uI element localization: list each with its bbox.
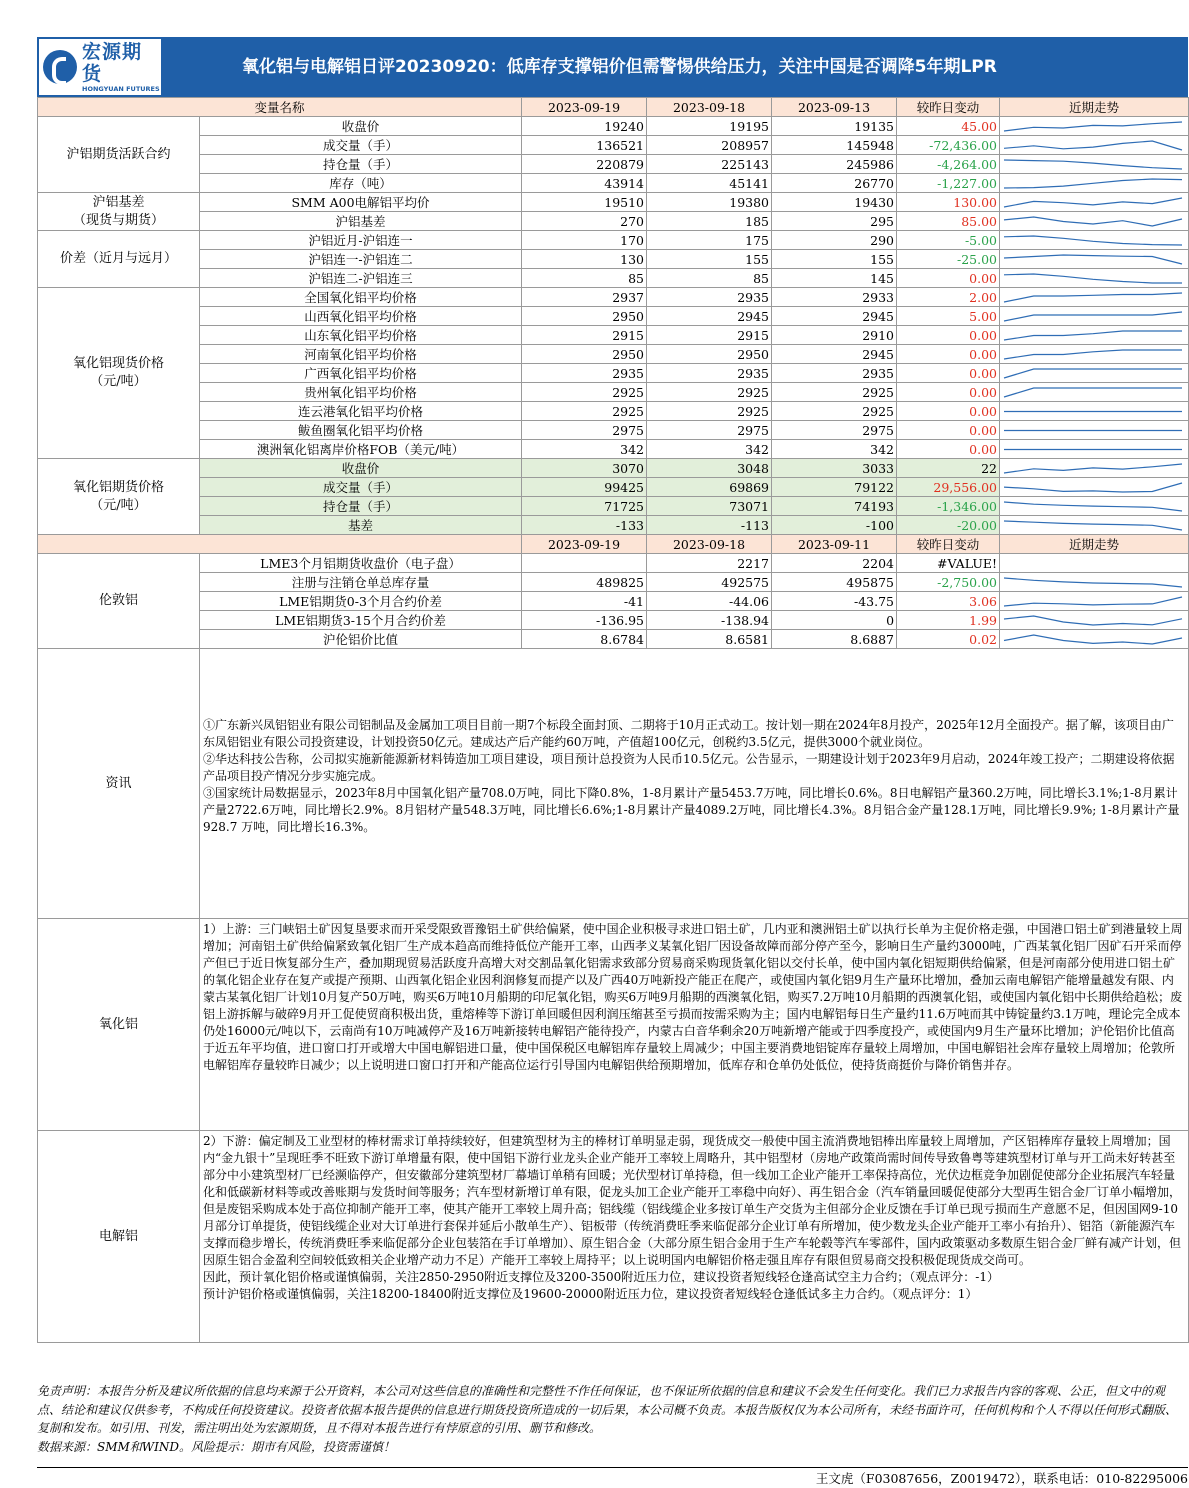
table-row (38, 212, 1189, 231)
table-row (38, 478, 1189, 497)
change-cell: 0.00 (897, 326, 1000, 345)
report-header (37, 37, 1188, 97)
sparkline (1000, 327, 1186, 344)
variable-name: 库存（吨） (200, 174, 522, 193)
change-cell: 5.00 (897, 307, 1000, 326)
header-date: 2023-09-19 (522, 98, 647, 117)
table-header-row (38, 98, 1189, 117)
value-cell: 2945 (647, 307, 772, 326)
value-cell: 3070 (522, 459, 647, 478)
sparkline (1000, 137, 1186, 154)
sparkline (1000, 232, 1186, 249)
value-cell: 136521 (522, 136, 647, 155)
value-cell: 130 (522, 250, 647, 269)
header-change: 较昨日变动 (897, 535, 1000, 554)
value-cell: -41 (522, 592, 647, 611)
change-cell: 0.00 (897, 402, 1000, 421)
trend-cell (1000, 478, 1189, 497)
value-cell: 2935 (647, 364, 772, 383)
data-table (37, 97, 1189, 1343)
table-row (38, 288, 1189, 307)
sparkline-path (1004, 236, 1182, 245)
value-cell: 19380 (647, 193, 772, 212)
value-cell: 2925 (647, 383, 772, 402)
aluminium-row (38, 1131, 1189, 1343)
header-date: 2023-09-19 (522, 535, 647, 554)
news-paragraph: ③国家统计局数据显示，2023年8月中国氧化铝产量708.0万吨，同比下降0.8%，1-8月累计产量5453.7万吨，同比增长0.6%。8日电解铝产量360.2万吨，同比增长3.1%;1-8月累计产量2722.6万吨，同比增长2.9%。8月铝材产量548.3万吨，同比增长6.6%;1-8月累计产量4089.2万吨，同比增长4.3%。8月铝合金产量128.1万吨，同比增长9.9%; 1-8月累计产量928.7 万吨，同比增长16.3%。 (203, 786, 1180, 834)
company-logo (39, 39, 161, 95)
header-var-name: 变量名称 (38, 98, 522, 117)
value-cell: 170 (522, 231, 647, 250)
aluminium-conclusion: 预计沪铝价格或谨慎偏弱，关注18200-18400附近支撑位及19600-20000附近压力位，建议投资者短线轻仓逢低试多主力合约。（观点评分：1） (203, 1287, 978, 1301)
trend-cell (1000, 611, 1189, 630)
aluminium-category: 电解铝 (38, 1131, 200, 1343)
report-page (37, 37, 1188, 1486)
value-cell: 2975 (522, 421, 647, 440)
table-row (38, 326, 1189, 345)
change-cell: 130.00 (897, 193, 1000, 212)
value-cell: 495875 (772, 573, 897, 592)
value-cell: 245986 (772, 155, 897, 174)
disclaimer-line: 免责声明：本报告分析及建议所依据的信息均来源于公开资料，本公司对这些信息的准确性和完整性不作任何保证，也不保证所依据的信息和建议不会发生任何变化。我们已力求报告内容的客观、公正，但文中的观点、结论和建议仅供参考，不构成任何投资建议。投资者依据本报告提供的信息进行期货投资所造成的一切后果，本公司概不负责。本报告版权仅为本公司所有，未经书面许可，任何机构和个人不得以任何形式翻版、复制和发布。如引用、刊发，需注明出处为宏源期货，且不得对本报告进行有悖原意的引用、删节和修改。 (37, 1384, 1178, 1435)
change-cell: -2,750.00 (897, 573, 1000, 592)
variable-name: 持仓量（手） (200, 155, 522, 174)
table-row (38, 364, 1189, 383)
variable-name: 广西氧化铝平均价格 (200, 364, 522, 383)
sparkline-path (1004, 255, 1182, 264)
category-cell: 伦敦铝 (38, 554, 200, 649)
table-row (38, 174, 1189, 193)
variable-name: 贵州氧化铝平均价格 (200, 383, 522, 402)
report-title: 氧化铝与电解铝日评20230920：低库存支撑铝价但需警惕供给压力，关注中国是否调降5年期LPR (242, 57, 997, 77)
disclaimer-line: 数据来源：SMM和WIND。风险提示：期市有风险，投资需谨慎！ (37, 1439, 395, 1454)
trend-cell (1000, 402, 1189, 421)
header-date: 2023-09-18 (647, 535, 772, 554)
value-cell: 220879 (522, 155, 647, 174)
change-cell: -72,436.00 (897, 136, 1000, 155)
sparkline-path (1004, 122, 1182, 131)
value-cell: 99425 (522, 478, 647, 497)
table-row (38, 459, 1189, 478)
value-cell: 2950 (522, 307, 647, 326)
sparkline-path (1004, 217, 1182, 226)
news-category: 资讯 (38, 649, 200, 919)
value-cell: 2915 (647, 326, 772, 345)
sparkline (1000, 517, 1186, 534)
sparkline-path (1004, 312, 1182, 321)
sparkline (1000, 593, 1186, 610)
variable-name: 全国氧化铝平均价格 (200, 288, 522, 307)
value-cell: 0 (772, 611, 897, 630)
value-cell (522, 554, 647, 573)
variable-name: 持仓量（手） (200, 497, 522, 516)
variable-name: 山东氧化铝平均价格 (200, 326, 522, 345)
trend-cell (1000, 307, 1189, 326)
sparkline (1000, 612, 1186, 629)
value-cell: 19195 (647, 117, 772, 136)
sparkline-path (1004, 198, 1182, 207)
disclaimer (37, 1382, 1188, 1456)
value-cell: 69869 (647, 478, 772, 497)
trend-cell (1000, 212, 1189, 231)
sparkline (1000, 384, 1186, 401)
sparkline-path (1004, 616, 1182, 625)
sparkline (1000, 251, 1186, 268)
alumina-conclusion: 因此，预计氧化铝价格或谨慎偏弱，关注2850-2950附近支撑位及3200-3500附近压力位，建议投资者短线轻仓逢高试空主力合约；（观点评分：-1） (203, 1270, 999, 1284)
value-cell: 45141 (647, 174, 772, 193)
trend-cell (1000, 592, 1189, 611)
value-cell: 85 (522, 269, 647, 288)
value-cell: 8.6887 (772, 630, 897, 649)
value-cell: 3033 (772, 459, 897, 478)
sparkline-path (1004, 502, 1182, 511)
trend-cell (1000, 630, 1189, 649)
sparkline-path (1004, 331, 1182, 340)
value-cell: 342 (647, 440, 772, 459)
variable-name: SMM A00电解铝平均价 (200, 193, 522, 212)
value-cell: 2925 (772, 402, 897, 421)
variable-name: 连云港氧化铝平均价格 (200, 402, 522, 421)
sparkline (1000, 555, 1186, 572)
author-text: 王文虎（F03087656，Z0019472），联系电话：010-82295006 (815, 1471, 1188, 1486)
change-cell: 0.02 (897, 630, 1000, 649)
variable-name: 沪铝近月-沪铝连一 (200, 231, 522, 250)
value-cell: 489825 (522, 573, 647, 592)
change-cell: 0.00 (897, 421, 1000, 440)
variable-name: 成交量（手） (200, 136, 522, 155)
value-cell: 73071 (647, 497, 772, 516)
sparkline (1000, 118, 1186, 135)
sparkline-path (1004, 635, 1182, 644)
trend-cell (1000, 516, 1189, 535)
trend-cell (1000, 421, 1189, 440)
sparkline-path (1004, 179, 1182, 188)
trend-cell (1000, 459, 1189, 478)
variable-name: 基差 (200, 516, 522, 535)
category-cell: 沪铝期货活跃合约 (38, 117, 200, 193)
value-cell: 2915 (522, 326, 647, 345)
logo-mark-icon (43, 50, 77, 84)
value-cell: 19240 (522, 117, 647, 136)
sparkline-path (1004, 141, 1182, 150)
sparkline-path (1004, 388, 1182, 397)
value-cell: 2933 (772, 288, 897, 307)
value-cell: -136.95 (522, 611, 647, 630)
header-blank (38, 535, 522, 554)
variable-name: 河南氧化铝平均价格 (200, 345, 522, 364)
value-cell: 19430 (772, 193, 897, 212)
news-paragraph: ①广东新兴凤铝铝业有限公司铝制品及金属加工项目目前一期7个标段全面封顶、二期将于10月正式动工。按计划一期在2024年8月投产，2025年12月全面投产。据了解，该项目由广东凤铝铝业有限公司投资建设，计划投资50亿元。建成达产后产能约60万吨，产值超100亿元，创税约3.5亿元，提供3000个就业岗位。 (203, 718, 1174, 749)
change-cell: -25.00 (897, 250, 1000, 269)
sparkline-path (1004, 293, 1182, 302)
category-cell: 氧化铝现货价格 （元/吨） (38, 288, 200, 459)
change-cell: 2.00 (897, 288, 1000, 307)
variable-name: 鲅鱼圈氧化铝平均价格 (200, 421, 522, 440)
sparkline (1000, 194, 1186, 211)
value-cell: 145948 (772, 136, 897, 155)
value-cell: 2945 (772, 345, 897, 364)
header-change: 较昨日变动 (897, 98, 1000, 117)
value-cell: -100 (772, 516, 897, 535)
variable-name: 收盘价 (200, 117, 522, 136)
alumina-category: 氧化铝 (38, 919, 200, 1131)
trend-cell (1000, 573, 1189, 592)
sparkline-path (1004, 369, 1182, 378)
news-content (200, 649, 1189, 919)
news-row (38, 649, 1189, 919)
sparkline-path (1004, 160, 1182, 169)
value-cell: 185 (647, 212, 772, 231)
sparkline (1000, 289, 1186, 306)
value-cell: 3048 (647, 459, 772, 478)
value-cell: 85 (647, 269, 772, 288)
value-cell: 2975 (647, 421, 772, 440)
variable-name: 沪铝基差 (200, 212, 522, 231)
value-cell: 225143 (647, 155, 772, 174)
sparkline-path (1004, 578, 1182, 587)
logo-en-text: HONGYUAN FUTURES (82, 84, 160, 93)
sparkline (1000, 479, 1186, 496)
table-row (38, 383, 1189, 402)
sparkline-path (1004, 597, 1182, 606)
sparkline (1000, 460, 1186, 477)
table-row (38, 402, 1189, 421)
table-row (38, 630, 1189, 649)
table-row (38, 193, 1189, 212)
table-row (38, 136, 1189, 155)
sparkline (1000, 441, 1186, 458)
variable-name: 成交量（手） (200, 478, 522, 497)
change-cell: 3.06 (897, 592, 1000, 611)
value-cell: 155 (772, 250, 897, 269)
variable-name: 沪铝连一-沪铝连二 (200, 250, 522, 269)
value-cell: 290 (772, 231, 897, 250)
sparkline (1000, 631, 1186, 648)
variable-name: LME铝期货0-3个月合约价差 (200, 592, 522, 611)
value-cell: 2935 (772, 364, 897, 383)
trend-cell (1000, 326, 1189, 345)
value-cell: 79122 (772, 478, 897, 497)
value-cell: 2925 (522, 402, 647, 421)
value-cell: 43914 (522, 174, 647, 193)
table-row (38, 497, 1189, 516)
trend-cell (1000, 440, 1189, 459)
value-cell: 19510 (522, 193, 647, 212)
sparkline (1000, 403, 1186, 420)
table-row (38, 573, 1189, 592)
trend-cell (1000, 497, 1189, 516)
value-cell: -44.06 (647, 592, 772, 611)
sparkline-path (1004, 483, 1182, 492)
value-cell: 342 (522, 440, 647, 459)
table-row (38, 516, 1189, 535)
change-cell: 0.00 (897, 269, 1000, 288)
change-cell: -4,264.00 (897, 155, 1000, 174)
alumina-row (38, 919, 1189, 1131)
variable-name: 山西氧化铝平均价格 (200, 307, 522, 326)
value-cell: -43.75 (772, 592, 897, 611)
value-cell: -138.94 (647, 611, 772, 630)
table-row (38, 611, 1189, 630)
aluminium-analysis (200, 1131, 1189, 1343)
sparkline (1000, 574, 1186, 591)
value-cell: 8.6581 (647, 630, 772, 649)
value-cell: 2925 (647, 402, 772, 421)
trend-cell (1000, 193, 1189, 212)
sparkline (1000, 498, 1186, 515)
value-cell: 145 (772, 269, 897, 288)
table-row (38, 117, 1189, 136)
value-cell: 2975 (772, 421, 897, 440)
variable-name: 收盘价 (200, 459, 522, 478)
trend-cell (1000, 383, 1189, 402)
value-cell: 2945 (772, 307, 897, 326)
header-date: 2023-09-13 (772, 98, 897, 117)
sparkline (1000, 213, 1186, 230)
trend-cell (1000, 288, 1189, 307)
change-cell: 0.00 (897, 383, 1000, 402)
sparkline (1000, 365, 1186, 382)
trend-cell (1000, 174, 1189, 193)
trend-cell (1000, 269, 1189, 288)
value-cell: 2935 (647, 288, 772, 307)
change-cell: 29,556.00 (897, 478, 1000, 497)
author-contact (37, 1467, 1188, 1488)
value-cell: 2217 (647, 554, 772, 573)
category-cell: 氧化铝期货价格 （元/吨） (38, 459, 200, 535)
table-row (38, 269, 1189, 288)
table-row (38, 155, 1189, 174)
change-cell: 45.00 (897, 117, 1000, 136)
change-cell: 0.00 (897, 345, 1000, 364)
value-cell: 19135 (772, 117, 897, 136)
value-cell: 8.6784 (522, 630, 647, 649)
value-cell: 2910 (772, 326, 897, 345)
header-date: 2023-09-18 (647, 98, 772, 117)
trend-cell (1000, 231, 1189, 250)
table-row (38, 421, 1189, 440)
sparkline (1000, 422, 1186, 439)
variable-name: 注册与注销仓单总库存量 (200, 573, 522, 592)
sparkline (1000, 270, 1186, 287)
value-cell: 74193 (772, 497, 897, 516)
trend-cell (1000, 554, 1189, 573)
value-cell: 208957 (647, 136, 772, 155)
value-cell: 295 (772, 212, 897, 231)
change-cell: 0.00 (897, 440, 1000, 459)
table-row (38, 345, 1189, 364)
change-cell: #VALUE! (897, 554, 1000, 573)
sparkline (1000, 346, 1186, 363)
trend-cell (1000, 250, 1189, 269)
news-paragraph: ②华达科技公告称，公司拟实施新能源新材料铸造加工项目建设，项目预计总投资为人民币10.5亿元。公告显示，一期建设计划于2023年9月启动，2024年竣工投产；二期建设将依据产品项目投产情况分步实施完成。 (203, 752, 1175, 783)
trend-cell (1000, 364, 1189, 383)
sparkline-path (1004, 274, 1182, 283)
variable-name: 沪伦铝价比值 (200, 630, 522, 649)
category-cell: 价差（近月与远月） (38, 231, 200, 288)
change-cell: 85.00 (897, 212, 1000, 231)
value-cell: 2950 (522, 345, 647, 364)
sparkline (1000, 175, 1186, 192)
logo-cn-text: 宏源期货 (82, 40, 143, 85)
sparkline-path (1004, 350, 1182, 359)
sparkline (1000, 156, 1186, 173)
category-cell: 沪铝基差 （现货与期货） (38, 193, 200, 231)
alumina-analysis (200, 919, 1189, 1131)
value-cell: 2950 (647, 345, 772, 364)
change-cell: 22 (897, 459, 1000, 478)
change-cell: -5.00 (897, 231, 1000, 250)
variable-name: LME3个月铝期货收盘价（电子盘） (200, 554, 522, 573)
value-cell: -133 (522, 516, 647, 535)
header-trend: 近期走势 (1000, 535, 1189, 554)
table-row (38, 307, 1189, 326)
table-row (38, 440, 1189, 459)
value-cell: 270 (522, 212, 647, 231)
value-cell: 155 (647, 250, 772, 269)
variable-name: 沪铝连二-沪铝连三 (200, 269, 522, 288)
value-cell: 175 (647, 231, 772, 250)
trend-cell (1000, 136, 1189, 155)
table-row (38, 231, 1189, 250)
table-row (38, 554, 1189, 573)
value-cell: 2204 (772, 554, 897, 573)
alumina-text: 1）上游：三门峡铝土矿因复垦要求而开采受限致晋豫铝土矿供给偏紧，使中国企业积极寻求进口铝土矿，几内亚和澳洲铝土矿以执行长单为主促价格走强，中国港口铝土矿到港量较上周增加；河南铝土矿供给偏紧致氧化铝厂生产成本趋高而维持低位产能开工率，山西孝义某氧化铝厂因设备故障而部分停产至今，影响日生产量约3000吨，广西某氧化铝厂因矿石开采而停产但已于近日恢复部分生产，叠加期现贸易活跃度升高增大对交割品氧化铝需求致部分贸易商采购现货氧化铝以交付长单，使中国内氧化铝短期供给偏紧，但是河南部分使用进口铝土矿的氧化铝企业存在复产或提产预期、山西氧化铝企业因利润修复而提产以及广西40万吨新投产能正在爬产，或使国内氧化铝9月生产量环比增加，叠加云南电解铝产能增量越发有限、内蒙古某氧化铝厂计划10月复产50万吨，购买6万吨10月船期的印尼氧化铝，购买6万吨9月船期的西澳氧化铝，购买7.2万吨10月船期的西澳氧化铝，或使国内氧化铝中长期供给趋松；废铝上游拆解与破碎9月开工促使贸商积极出货，重熔棒等下游订单回暖但因利润压缩甚至亏损而按需采购为主；国内电解铝每日生产量约11.6万吨而其中铸锭量约3.1万吨，理论完全成本仍处16000元/吨以下，云南尚有10万吨减停产及16万吨新接转电解铝产能待投产，内蒙古白音华剩余20万吨新增产能或于四季度投产，或使国内9月生产量环比增加；沪伦铝价比值高于近五年平均值，进口窗口打开或增大中国电解铝进口量，使中国保税区电解铝库存量较上周减少；中国主要消费地铝锭库存量较上周增加，中国电解铝社会库存量较上周增加；伦敦所电解铝库存量较昨日减少；以上说明进口窗口打开和产能高位运行引导国内电解铝供给预期增加，低库存和仓单仍处低位，使持货商挺价与降价销售并存。 (203, 922, 1183, 1072)
value-cell: 2925 (772, 383, 897, 402)
value-cell: 2937 (522, 288, 647, 307)
variable-name: 澳洲氧化铝离岸价格FOB（美元/吨） (200, 440, 522, 459)
change-cell: 1.99 (897, 611, 1000, 630)
value-cell: 2925 (522, 383, 647, 402)
table-row (38, 592, 1189, 611)
sparkline-path (1004, 464, 1182, 473)
sparkline (1000, 308, 1186, 325)
trend-cell (1000, 117, 1189, 136)
table-header-row (38, 535, 1189, 554)
variable-name: LME铝期货3-15个月合约价差 (200, 611, 522, 630)
header-trend: 近期走势 (1000, 98, 1189, 117)
trend-cell (1000, 345, 1189, 364)
sparkline-path (1004, 521, 1182, 530)
trend-cell (1000, 155, 1189, 174)
change-cell: -1,346.00 (897, 497, 1000, 516)
change-cell: -1,227.00 (897, 174, 1000, 193)
header-date: 2023-09-11 (772, 535, 897, 554)
aluminium-text: 2）下游：偏定制及工业型材的棒材需求订单持续较好，但建筑型材为主的棒材订单明显走弱，现货成交一般使中国主流消费地铝棒出库量较上周增加，产区铝棒库存量较上周增加；国内“金九银十”呈现旺季不旺致下游订单增量有限，使中国铝下游行业龙头企业产能开工率较上周略升，其中铝型材（房地产政策尚需时间传导致鲁粤等建筑型材订单与开工尚未好转甚至部分中小建筑型材厂已经濒临停产，但安徽部分建筑型材厂幕墙订单稍有回暖；光伏型材订单持稳，但一线加工企业产能开工率保持高位，光伏边框竞争加剧促使部分企业拓展汽车轻量化和低碳新材料等或改善账期与发货时间等服务；汽车型材新增订单有限，促龙头加工企业产能开工率稳中向好）、再生铝合金（汽车销量回暖促使部分大型再生铝合金厂订单小幅增加，但是废铝采购成本处于高位抑制产能开工率，使其产能开工率较上周升高；铝线缆（铝线缆企业多按订单生产交货为主但部分企业反馈在手订单已现亏损而生产意愿不足，但因国网9-10月部分订单提货，使铝线缆企业对大订单进行套保并延后小散单生产）、铝板带（传统消费旺季来临促部分企业订单有所增加，使少数龙头企业产能开工率小有抬升）、铝箔（新能源汽车支撑而稳步增长，传统消费旺季来临促部分企业包装箔在手订单增加）、原生铝合金（大部分原生铝合金用于生产车轮毂等汽车零部件，国内政策驱动多数原生铝合金厂鲜有减产计划，但因原生铝合金盈利空间较低致相关企业增产动力不足）产能开工率较上周持平；以上说明国内电解铝价格走强且库存有限但贸易商交投积极促现货成交尚可。 (203, 1134, 1182, 1267)
table-row (38, 250, 1189, 269)
value-cell: 492575 (647, 573, 772, 592)
value-cell: 2935 (522, 364, 647, 383)
change-cell: -20.00 (897, 516, 1000, 535)
value-cell: 26770 (772, 174, 897, 193)
value-cell: -113 (647, 516, 772, 535)
change-cell: 0.00 (897, 364, 1000, 383)
value-cell: 71725 (522, 497, 647, 516)
value-cell: 342 (772, 440, 897, 459)
